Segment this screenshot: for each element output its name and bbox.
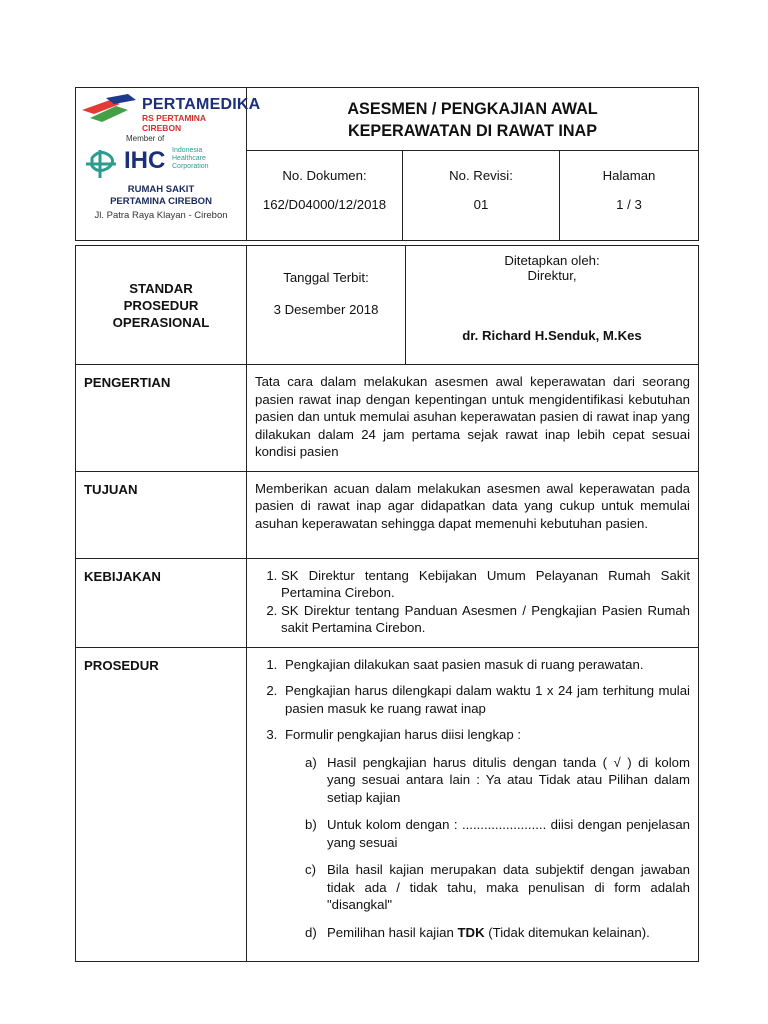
revision-value: 01 <box>473 197 489 212</box>
prosedur-sublist <box>285 754 690 942</box>
pengertian-text: Tata cara dalam melakukan asesmen awal keperawatan dari seorang pasien rawat inap dengan kepentingan untuk mengidentifikasi kebutuhan pasien dan untuk memulai asuhan keperawatan pasien di rawat inap yang dilakukan dalam 24 jam pertama sejak rawat inap lebih cepat sesuai kondisi pasien <box>247 365 699 472</box>
pengertian-label: PENGERTIAN <box>76 365 247 472</box>
body-table <box>75 245 699 962</box>
prosedur-label: PROSEDUR <box>76 647 247 962</box>
hospital-address: Jl. Patra Raya Klayan - Cirebon <box>94 210 228 221</box>
sub-list-item: a) Hasil pengkajian harus ditulis dengan tanda ( √ ) di kolom yang sesuai antara lain : Ya atau Tidak atau Pilihan dalam setiap kajian <box>305 754 690 805</box>
sub-list-item: d) Pemilihan hasil kajian TDK (Tidak ditemukan kelainan). <box>305 924 650 940</box>
document-number-cell <box>247 151 403 241</box>
approved-by-label: Ditetapkan oleh: <box>504 253 600 268</box>
hospital-name: RUMAH SAKIT PERTAMINA CIREBON <box>110 184 212 207</box>
document-number-value: 162/D04000/12/2018 <box>262 197 387 212</box>
kebijakan-list <box>255 567 690 637</box>
list-item: 1. SK Direktur tentang Kebijakan Umum Pelayanan Rumah Sakit Pertamina Cirebon. <box>281 567 690 602</box>
issue-date-cell <box>247 246 406 365</box>
revision-label: No. Revisi: <box>449 168 513 183</box>
header-table <box>75 87 699 241</box>
page-value: 1 / 3 <box>616 197 642 212</box>
tdk-keyword: TDK <box>457 924 485 940</box>
page-cell <box>560 151 699 241</box>
brand-subtitle: RS PERTAMINA CIREBON <box>142 113 206 133</box>
sub-list-item: c) Bila hasil kajian merupakan data subjektif dengan jawaban tidak ada / tidak tahu, maka penulisan di form adalah "disangkal" <box>305 862 690 912</box>
sop-document <box>75 87 698 940</box>
member-of-label: Member of <box>126 134 165 143</box>
brand-name: PERTAMEDIKA <box>142 96 261 113</box>
kebijakan-label: KEBIJAKAN <box>76 558 247 647</box>
list-item: 2. SK Direktur tentang Panduan Asesmen / Pengkajian Pasien Rumah sakit Pertamina Cirebon. <box>281 602 690 637</box>
kebijakan-content <box>247 558 699 647</box>
prosedur-content <box>247 647 699 962</box>
document-number-label: No. Dokumen: <box>282 168 367 183</box>
sub-list-item: b) Untuk kolom dengan : ....................... diisi dengan penjelasan yang sesuai <box>305 817 690 850</box>
ihc-name: IHC <box>124 147 166 174</box>
issue-date-value: 3 Desember 2018 <box>273 302 379 317</box>
approved-role: Direktur, <box>527 268 577 283</box>
revision-cell <box>403 151 560 241</box>
approval-cell <box>406 246 699 365</box>
page-label: Halaman <box>602 168 656 183</box>
document-title: ASESMEN / PENGKAJIAN AWAL KEPERAWATAN DI RAWAT INAP <box>247 88 699 151</box>
sop-label: STANDAR PROSEDUR OPERASIONAL <box>76 246 247 365</box>
tujuan-text: Memberikan acuan dalam melakukan asesmen awal keperawatan pada pasien di rawat inap agar didapatkan data yang cukup untuk memulai asuhan keperawatan sehingga dapat memenuhi kebutuhan pasien. <box>247 471 699 558</box>
list-item: 1. Pengkajian dilakukan saat pasien masuk di ruang perawatan. <box>281 656 690 674</box>
ihc-subtitle: Indonesia Healthcare Corporation <box>172 147 209 170</box>
list-item: 2. Pengkajian harus dilengkapi dalam waktu 1 x 24 jam terhitung mulai pasien masuk ke ruang rawat inap <box>281 682 690 717</box>
tujuan-label: TUJUAN <box>76 471 247 558</box>
list-item: 3. Formulir pengkajian harus diisi lengkap : a) Hasil pengkajian harus ditulis dengan tanda ( √ ) di kolom yang sesuai antara lain : Ya atau Tidak atau Pilihan dalam setiap kajian b) Untuk kolom dengan : ....................... diisi dengan penjelasan yang sesuai c) Bila hasil kajian merupakan data subjektif dengan jawaban tidak ada / tidak tahu, maka penulisan di form adalah "disangkal" d) Pemilihan hasil kajian TDK (Tidak ditemukan kelainan). <box>281 726 690 941</box>
approver-name: dr. Richard H.Senduk, M.Kes <box>462 328 642 343</box>
prosedur-list <box>255 656 690 942</box>
logo-block <box>76 88 261 241</box>
issue-date-label: Tanggal Terbit: <box>283 270 369 285</box>
